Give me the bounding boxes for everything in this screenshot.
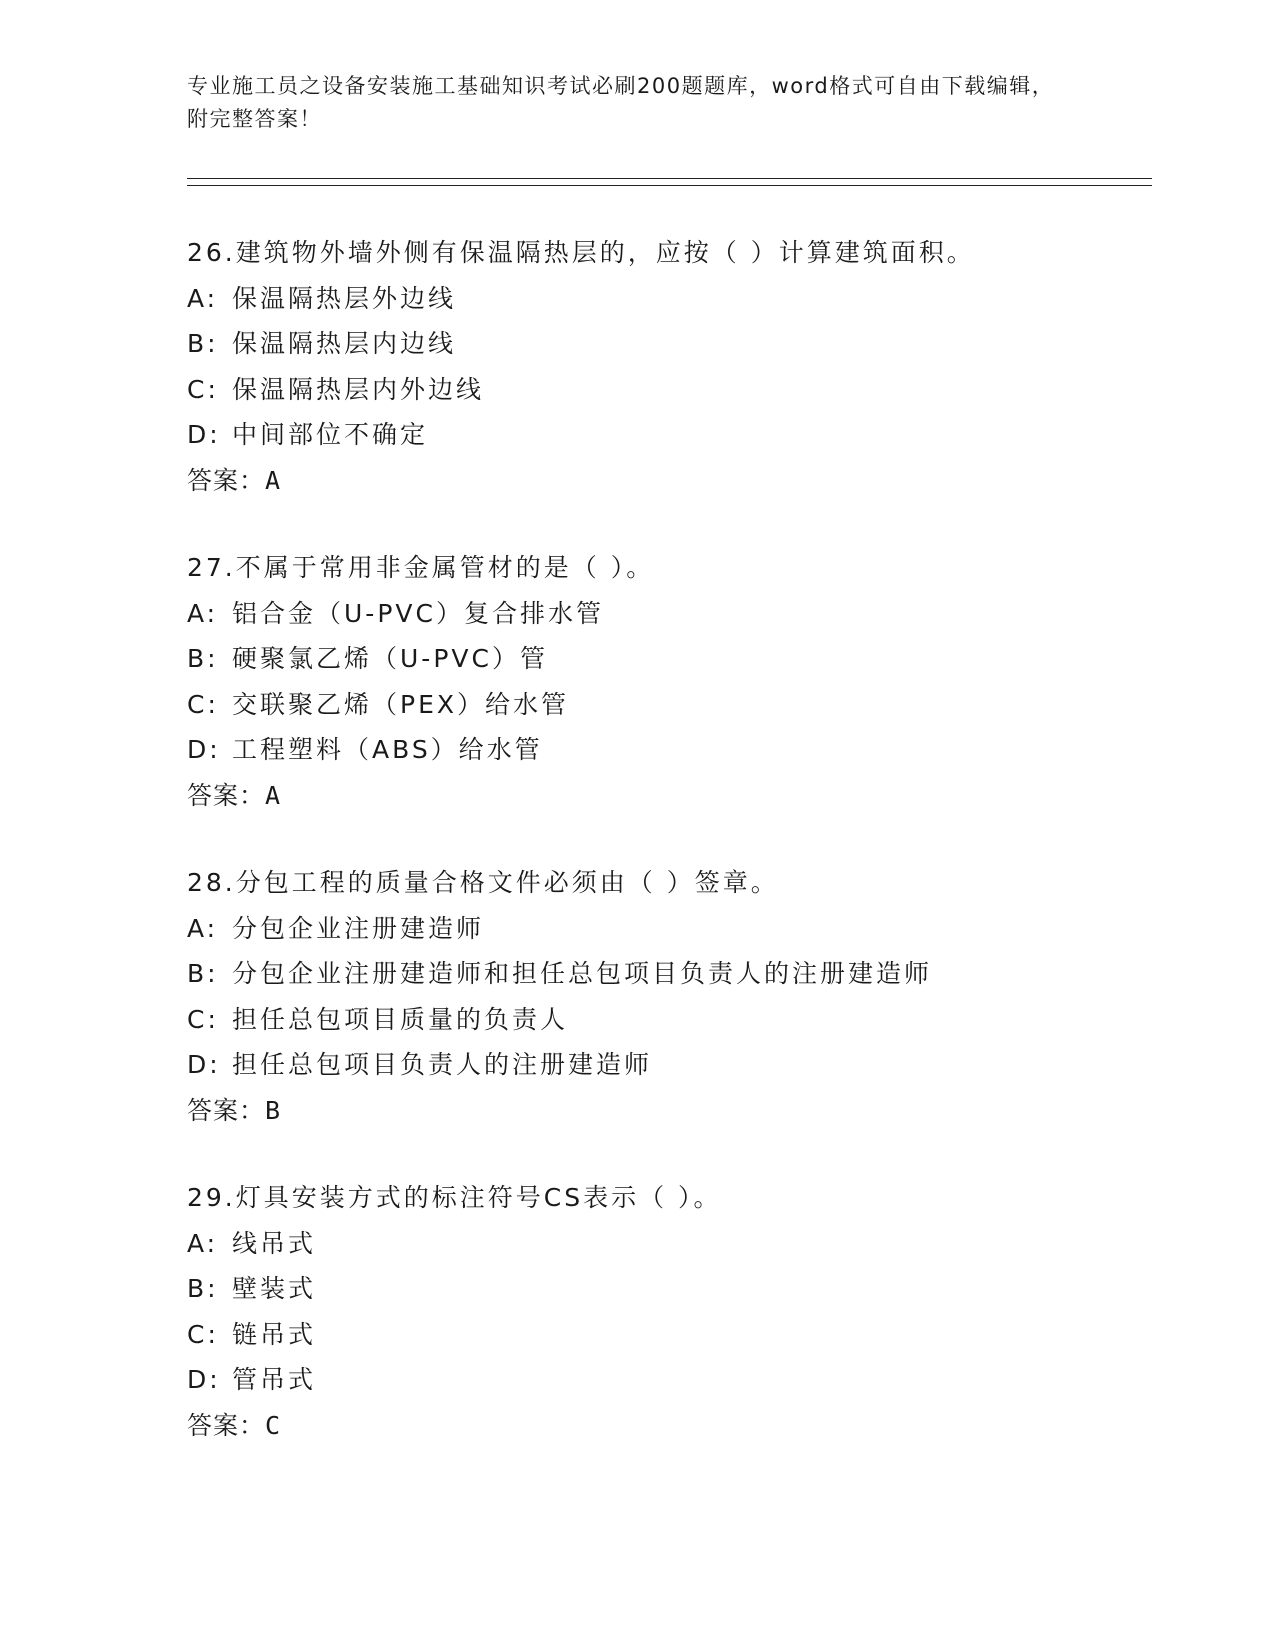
- option-label: B:: [187, 329, 219, 358]
- answer-value: B: [265, 1095, 282, 1125]
- option-text: 担任总包项目质量的负责人: [232, 1004, 569, 1034]
- option-text: 管吊式: [232, 1365, 317, 1394]
- option-d: [187, 1042, 1152, 1088]
- answer-value: A: [265, 780, 282, 810]
- option-label: C:: [187, 1004, 219, 1034]
- answer-prefix: 答案：: [187, 1410, 266, 1440]
- option-a: [187, 591, 1152, 637]
- document-intro: 专业施工员之设备安装施工基础知识考试必刷200题题库，word格式可自由下载编辑，附完整答案！: [187, 74, 1055, 131]
- answer-value: A: [265, 465, 282, 495]
- answer-line: [187, 458, 1152, 504]
- header-divider: [187, 178, 1152, 186]
- answer-line: [187, 1403, 1152, 1449]
- answer-line: [187, 773, 1152, 819]
- option-label: D:: [187, 1050, 221, 1079]
- option-label: A:: [187, 913, 219, 943]
- question-item: [187, 545, 1152, 818]
- answer-line: [187, 1088, 1152, 1134]
- question-item: [187, 860, 1152, 1133]
- option-label: D:: [187, 420, 221, 449]
- option-text: 交联聚乙烯（PEX）给水管: [232, 689, 569, 719]
- option-a: [187, 906, 1152, 952]
- option-text: 保温隔热层内边线: [232, 329, 457, 358]
- answer-value: C: [265, 1410, 282, 1440]
- option-text: 担任总包项目负责人的注册建造师: [232, 1050, 653, 1079]
- option-b: [187, 951, 1152, 997]
- question-item: [187, 1175, 1152, 1448]
- option-b: [187, 1266, 1152, 1312]
- question-stem: 29.灯具安装方式的标注符号CS表示（ ）。: [187, 1183, 722, 1212]
- option-label: C:: [187, 374, 219, 404]
- option-text: 链吊式: [232, 1319, 317, 1349]
- option-label: D:: [187, 1365, 221, 1394]
- option-text: 硬聚氯乙烯（U-PVC）管: [232, 644, 548, 673]
- option-text: 线吊式: [232, 1228, 317, 1258]
- option-label: D:: [187, 735, 221, 764]
- option-label: A:: [187, 598, 219, 628]
- option-text: 铝合金（U-PVC）复合排水管: [232, 598, 604, 628]
- option-a: [187, 276, 1152, 322]
- option-text: 壁装式: [232, 1274, 317, 1303]
- option-c: [187, 682, 1152, 728]
- question-item: [187, 230, 1152, 503]
- option-label: A:: [187, 1228, 219, 1258]
- option-label: B:: [187, 959, 219, 988]
- option-d: [187, 727, 1152, 773]
- document-page: [187, 70, 1152, 1490]
- question-stem: 26.建筑物外墙外侧有保温隔热层的，应按（ ）计算建筑面积。: [187, 238, 975, 267]
- option-label: C:: [187, 689, 219, 719]
- option-label: B:: [187, 644, 219, 673]
- option-label: B:: [187, 1274, 219, 1303]
- question-stem: 28.分包工程的质量合格文件必须由（ ）签章。: [187, 868, 779, 897]
- option-b: [187, 636, 1152, 682]
- option-text: 分包企业注册建造师和担任总包项目负责人的注册建造师: [232, 959, 933, 988]
- option-c: [187, 367, 1152, 413]
- option-a: [187, 1221, 1152, 1267]
- answer-prefix: 答案：: [187, 780, 266, 810]
- option-text: 分包企业注册建造师: [232, 913, 485, 943]
- answer-prefix: 答案：: [187, 1095, 266, 1125]
- question-list: [187, 230, 1152, 1448]
- option-c: [187, 997, 1152, 1043]
- question-stem: 27.不属于常用非金属管材的是（ ）。: [187, 553, 655, 582]
- option-text: 保温隔热层内外边线: [232, 374, 485, 404]
- option-c: [187, 1312, 1152, 1358]
- answer-prefix: 答案：: [187, 465, 266, 495]
- option-text: 保温隔热层外边线: [232, 283, 457, 313]
- option-label: C:: [187, 1319, 219, 1349]
- option-label: A:: [187, 283, 219, 313]
- option-d: [187, 1357, 1152, 1403]
- option-text: 工程塑料（ABS）给水管: [232, 735, 543, 764]
- option-d: [187, 412, 1152, 458]
- option-text: 中间部位不确定: [232, 420, 429, 449]
- option-b: [187, 321, 1152, 367]
